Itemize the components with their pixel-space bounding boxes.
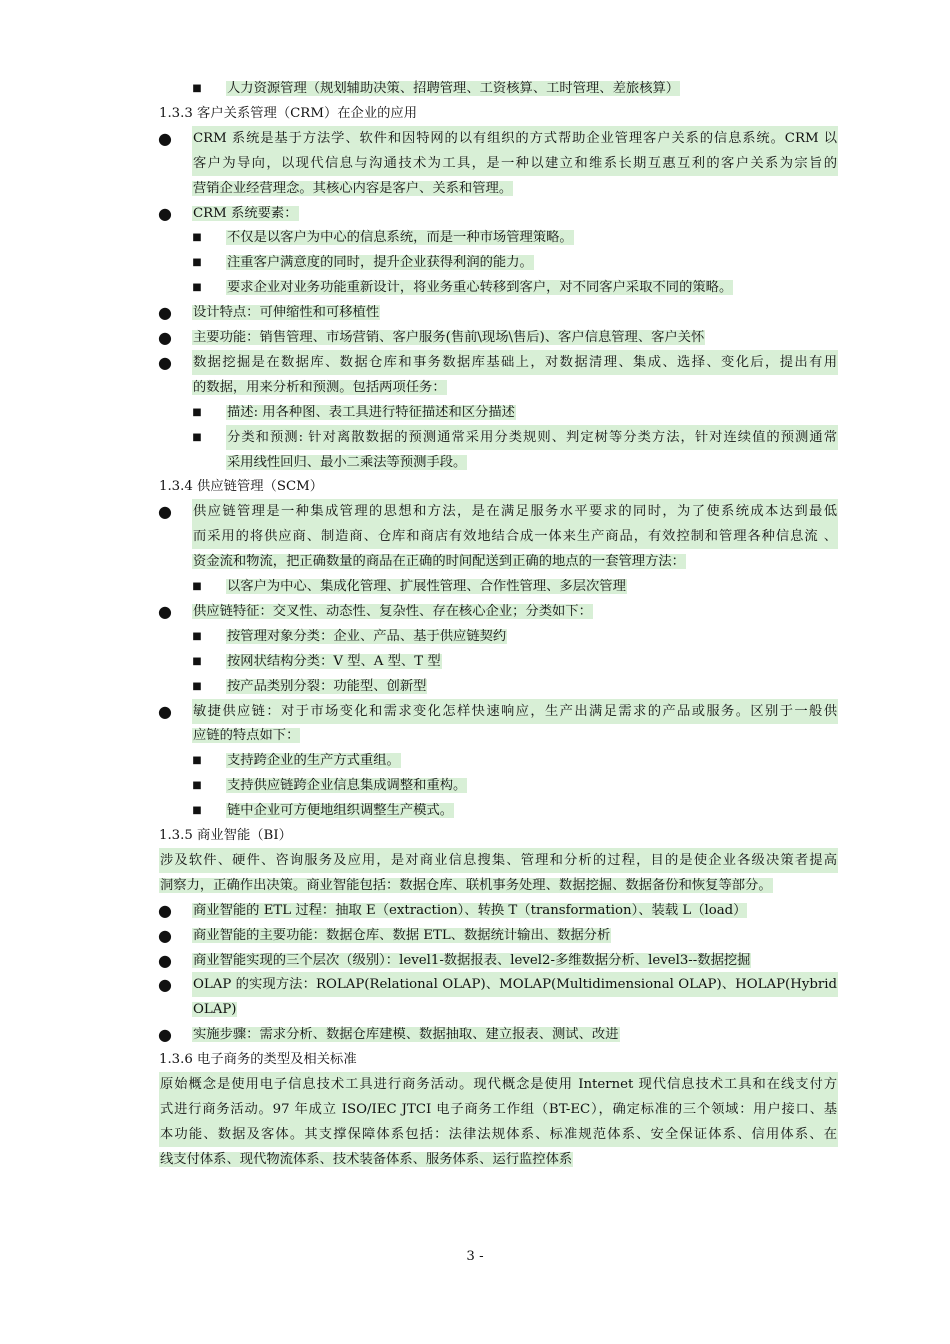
square-bullet-icon: ■ [192, 83, 202, 94]
line-text: 不仅是以客户为中心的信息系统，而是一种市场管理策略。 [227, 230, 573, 246]
line-text: 采用线性回归、最小二乘法等预测手段。 [227, 454, 467, 470]
text-line [192, 898, 747, 923]
bullet-icon: ● [158, 601, 172, 621]
square-bullet-icon: ■ [192, 680, 202, 692]
text-line [192, 151, 838, 176]
bullet-icon: ● [158, 128, 172, 148]
line-text: 注重客户满意度的同时，提升企业获得利润的能力。 [227, 255, 533, 271]
bullet-icon: ● [158, 1025, 172, 1045]
page-number: 3 - [466, 1249, 484, 1264]
bullet-icon: ● [158, 900, 172, 920]
text-line [226, 574, 627, 599]
text-line [226, 674, 427, 699]
text-line [192, 997, 237, 1022]
square-bullet-icon: ■ [192, 257, 202, 269]
bullet-icon: ● [158, 701, 172, 721]
text-line [226, 425, 838, 450]
text-line [226, 225, 574, 250]
line-text: 按网状结构分类：V 型、A 型、T 型 [227, 653, 441, 669]
bullet-icon: ● [158, 502, 172, 522]
line-text: 以客户为中心、集成化管理、扩展性管理、合作性管理、多层次管理 [227, 579, 626, 594]
text-line [226, 624, 507, 649]
bullet-icon: ● [158, 303, 172, 323]
line-text: 的数据，用来分析和预测。包括两项任务： [193, 379, 446, 395]
line-text: 链中企业可方便地组织调整生产模式。 [227, 803, 454, 819]
text-line [192, 375, 447, 400]
line-text: 按管理对象分类：企业、产品、基于供应链契约 [227, 628, 507, 644]
text-line [192, 201, 299, 226]
text-line [226, 798, 454, 823]
square-bullet-icon: ■ [192, 755, 202, 767]
line-text: 要求企业对业务功能重新设计，将业务重心转移到客户，对不同客户采取不同的策略。 [227, 280, 733, 296]
line-text: 数据挖掘是在数据库、数据仓库和事务数据库基础上，对数据清理、集成、选择、变化后，提出有用 [192, 350, 838, 375]
section-heading [159, 474, 323, 499]
line-text: 支持跨企业的生产方式重组。 [227, 753, 400, 769]
line-text: 商业智能实现的三个层次（级别）：level1-数据报表、level2-多维数据分析、level3--数据挖掘 [193, 952, 751, 968]
line-text: 人力资源管理（规划辅助决策、招聘管理、工资核算、工时管理、差旅核算） [227, 81, 680, 96]
line-text: 1.3.6 电子商务的类型及相关标准 [159, 1052, 357, 1068]
line-text: 客户为导向，以现代信息与沟通技术为工具，是一种以建立和维系长期互惠互利的客户关系为宗旨的 [192, 151, 838, 176]
text-line [159, 1097, 838, 1122]
line-text: 而采用的将供应商、制造商、仓库和商店有效地结合成一体来生产商品，有效控制和管理各种信息流 、 [192, 524, 838, 549]
text-line [159, 873, 773, 898]
line-text: 商业智能的 ETL 过程：抽取 E（extraction）、转换 T（transformation）、装载 L（load） [193, 902, 747, 918]
square-bullet-icon: ■ [192, 232, 202, 244]
square-bullet-icon: ■ [192, 581, 202, 592]
line-text: 原始概念是使用电子信息技术工具进行商务活动。现代概念是使用 Internet 现代信息技术工具和在线支付方 [159, 1072, 838, 1097]
text-line [192, 176, 513, 201]
line-text: 本功能、数据及客体。其支撑保障体系包括：法律法规体系、标准规范体系、安全保证体系、信用体系、在 [159, 1122, 838, 1147]
text-line [192, 300, 380, 325]
square-bullet-icon: ■ [192, 431, 202, 443]
line-text: 资金流和物流，把正确数量的商品在正确的时间配送到正确的地点的一套管理方法： [193, 554, 685, 570]
text-line [226, 748, 401, 773]
text-line [159, 1122, 838, 1147]
section-heading [159, 823, 292, 848]
text-line [192, 923, 611, 948]
line-text: 描述: 用各种图、表工具进行特征描述和区分描述 [227, 404, 515, 420]
bullet-icon: ● [158, 203, 172, 223]
text-line [192, 549, 686, 574]
text-line [226, 250, 534, 275]
text-line [192, 972, 838, 997]
text-line [226, 773, 467, 798]
bullet-icon: ● [158, 950, 172, 970]
line-text: 1.3.4 供应链管理（SCM） [159, 479, 324, 495]
line-text: CRM 系统是基于方法学、软件和因特网的以有组织的方式帮助企业管理客户关系的信息系统。CRM 以 [192, 126, 838, 151]
square-bullet-icon: ■ [192, 780, 202, 792]
square-bullet-icon: ■ [192, 406, 202, 418]
line-text: 实施步骤：需求分析、数据仓库建模、数据抽取、建立报表、测试、改进 [193, 1027, 619, 1043]
line-text: OLAP 的实现方法：ROLAP(Relational OLAP)、MOLAP(Multidimensional OLAP)、HOLAP(Hybrid [192, 972, 838, 997]
line-text: 营销企业经营理念。其核心内容是客户、关系和管理。 [193, 180, 513, 196]
bullet-icon: ● [158, 352, 172, 372]
text-line [192, 699, 838, 724]
section-heading [159, 1047, 357, 1072]
text-line [192, 1022, 620, 1047]
section-heading [159, 101, 417, 126]
line-text: 主要功能：销售管理、市场营销、客户服务(售前\现场\售后)、客户信息管理、客户关怀 [193, 330, 705, 345]
text-line [192, 325, 705, 350]
line-text: 按产品类别分裂：功能型、创新型 [227, 678, 427, 694]
line-text: 支持供应链跨企业信息集成调整和重构。 [227, 778, 467, 794]
line-text: OLAP) [193, 1002, 237, 1018]
line-text: 供应链管理是一种集成管理的思想和方法，是在满足服务水平要求的同时，为了使系统成本达到最低 [192, 499, 838, 524]
text-line [192, 126, 838, 151]
line-text: 敏捷供应链：对于市场变化和需求变化怎样快速响应，生产出满足需求的产品或服务。区别于一般供 [192, 699, 838, 724]
line-text: CRM 系统要素： [193, 205, 298, 221]
text-line [226, 649, 442, 674]
line-text: 洞察力，正确作出决策。商业智能包括：数据仓库、联机事务处理、数据挖掘、数据备份和恢复等部分。 [160, 877, 772, 893]
square-bullet-icon: ■ [192, 630, 202, 642]
square-bullet-icon: ■ [192, 805, 202, 817]
text-line [159, 1147, 573, 1172]
text-line [192, 948, 751, 973]
text-line [192, 350, 838, 375]
line-text: 线支付体系、现代物流体系、技术装备体系、服务体系、运行监控体系 [160, 1151, 573, 1167]
text-line [192, 723, 300, 748]
text-line [192, 524, 838, 549]
line-text: 分类和预测: 针对离散数据的预测通常采用分类规则、判定树等分类方法，针对连续值的预测通常 [226, 425, 838, 450]
text-line [159, 848, 838, 873]
line-text: 式进行商务活动。97 年成立 ISO/IEC JTCI 电子商务工作组（BT-EC），确定标准的三个领域：用户接口、基 [159, 1097, 838, 1122]
line-text: 设计特点：可伸缩性和可移植性 [193, 305, 380, 321]
text-line [192, 499, 838, 524]
text-line [226, 76, 680, 101]
bullet-icon: ● [158, 925, 172, 945]
text-line [159, 1072, 838, 1097]
text-line [226, 450, 467, 475]
line-text: 应链的特点如下： [193, 728, 300, 744]
text-line [226, 275, 733, 300]
line-text: 商业智能的主要功能：数据仓库、数据 ETL、数据统计输出、数据分析 [193, 927, 611, 943]
bullet-icon: ● [158, 975, 172, 995]
square-bullet-icon: ■ [192, 282, 202, 294]
text-line [192, 599, 593, 624]
bullet-icon: ● [158, 328, 172, 347]
text-line [226, 400, 516, 425]
line-text: 涉及软件、硬件、咨询服务及应用，是对商业信息搜集、管理和分析的过程，目的是使企业各级决策者提高 [159, 848, 838, 873]
line-text: 1.3.3 客户关系管理（CRM）在企业的应用 [159, 105, 418, 121]
square-bullet-icon: ■ [192, 655, 202, 667]
line-text: 1.3.5 商业智能（BI） [159, 828, 292, 843]
line-text: 供应链特征：交叉性、动态性、复杂性、存在核心企业；分类如下： [193, 603, 592, 619]
